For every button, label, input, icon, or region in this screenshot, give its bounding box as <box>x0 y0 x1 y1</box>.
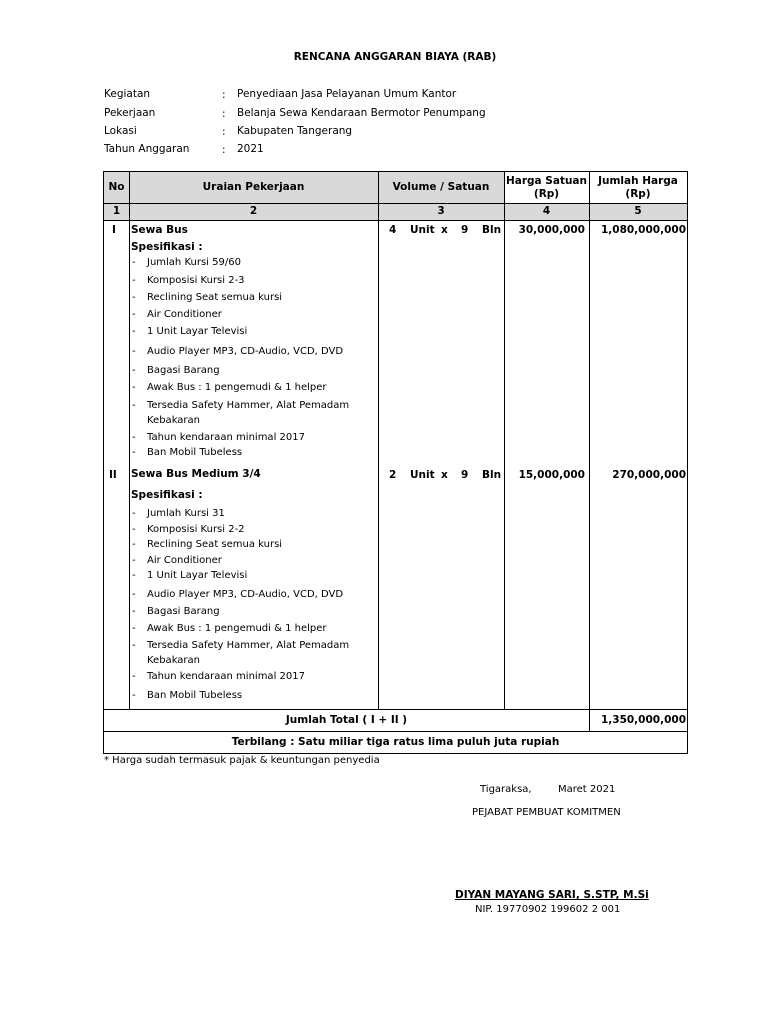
col-number: 2 <box>249 205 258 217</box>
header-harga-satuan <box>504 172 589 203</box>
item-qty: 4 <box>389 224 397 236</box>
item-times: x <box>441 469 448 481</box>
item-times: x <box>441 224 448 236</box>
document-title: RENCANA ANGGARAN BIAYA (RAB) <box>293 51 497 63</box>
item-no: I <box>112 224 116 236</box>
item-price: 30,000,000 <box>518 224 585 236</box>
spec-label: Spesifikasi : <box>131 241 203 253</box>
meta-colon: : <box>222 144 226 156</box>
footnote: * Harga sudah termasuk pajak & keuntungan penyedia <box>104 755 380 766</box>
item-qty: 2 <box>389 469 397 481</box>
item-month-unit: Bln <box>482 469 502 481</box>
item-total: 270,000,000 <box>612 469 686 481</box>
header-uraian: Uraian Pekerjaan <box>202 181 305 193</box>
item-name: Sewa Bus Medium 3/4 <box>131 468 261 480</box>
item-price: 15,000,000 <box>518 469 585 481</box>
item-no: II <box>109 469 117 481</box>
row-divider <box>104 220 687 221</box>
item-month-unit: Bln <box>482 224 502 236</box>
signature-name: DIYAN MAYANG SARI, S.STP, M.Si <box>455 889 649 901</box>
header-no: No <box>108 181 125 193</box>
item-months: 9 <box>461 469 469 481</box>
col-number: 5 <box>634 205 642 217</box>
meta-colon: : <box>222 89 226 101</box>
item-unit: Unit <box>410 469 435 481</box>
col-divider <box>589 172 590 731</box>
signature-nip: NIP. 19770902 199602 2 001 <box>475 904 621 915</box>
terbilang: Terbilang : Satu miliar tiga ratus lima puluh juta rupiah <box>231 736 560 748</box>
signature-place: Tigaraksa, <box>480 784 532 795</box>
header-harga-line1: Harga Satuan <box>505 174 587 187</box>
item-months: 9 <box>461 224 469 236</box>
col-number: 3 <box>437 205 445 217</box>
total-value: 1,350,000,000 <box>600 714 686 726</box>
item-name: Sewa Bus <box>131 224 188 236</box>
meta-colon: : <box>222 108 226 120</box>
header-jumlah-line2: (Rp) <box>625 187 651 200</box>
item-unit: Unit <box>410 224 435 236</box>
meta-label-lokasi: Lokasi <box>104 125 137 137</box>
spec-label: Spesifikasi : <box>131 489 203 501</box>
col-number: 4 <box>542 205 551 217</box>
col-divider <box>129 172 130 709</box>
meta-label-pekerjaan: Pekerjaan <box>104 107 156 119</box>
meta-colon: : <box>222 126 226 138</box>
col-divider <box>504 172 505 709</box>
total-label: Jumlah Total ( I + II ) <box>285 714 408 726</box>
col-divider <box>378 172 379 709</box>
meta-value-lokasi: Kabupaten Tangerang <box>237 125 353 137</box>
signature-date: Maret 2021 <box>558 784 616 795</box>
header-harga-line2: (Rp) <box>533 187 560 200</box>
item-total: 1,080,000,000 <box>600 224 686 236</box>
header-volume: Volume / Satuan <box>392 181 490 193</box>
header-jumlah-line1: Jumlah Harga <box>598 174 678 187</box>
signature-position: PEJABAT PEMBUAT KOMITMEN <box>472 807 621 818</box>
meta-value-tahun: 2021 <box>237 143 264 155</box>
meta-label-tahun: Tahun Anggaran <box>104 143 190 155</box>
header-jumlah-harga <box>589 172 687 203</box>
meta-label-kegiatan: Kegiatan <box>104 88 151 100</box>
col-number: 1 <box>112 205 121 217</box>
meta-value-pekerjaan: Belanja Sewa Kendaraan Bermotor Penumpang <box>237 107 486 119</box>
meta-value-kegiatan: Penyediaan Jasa Pelayanan Umum Kantor <box>237 88 457 100</box>
